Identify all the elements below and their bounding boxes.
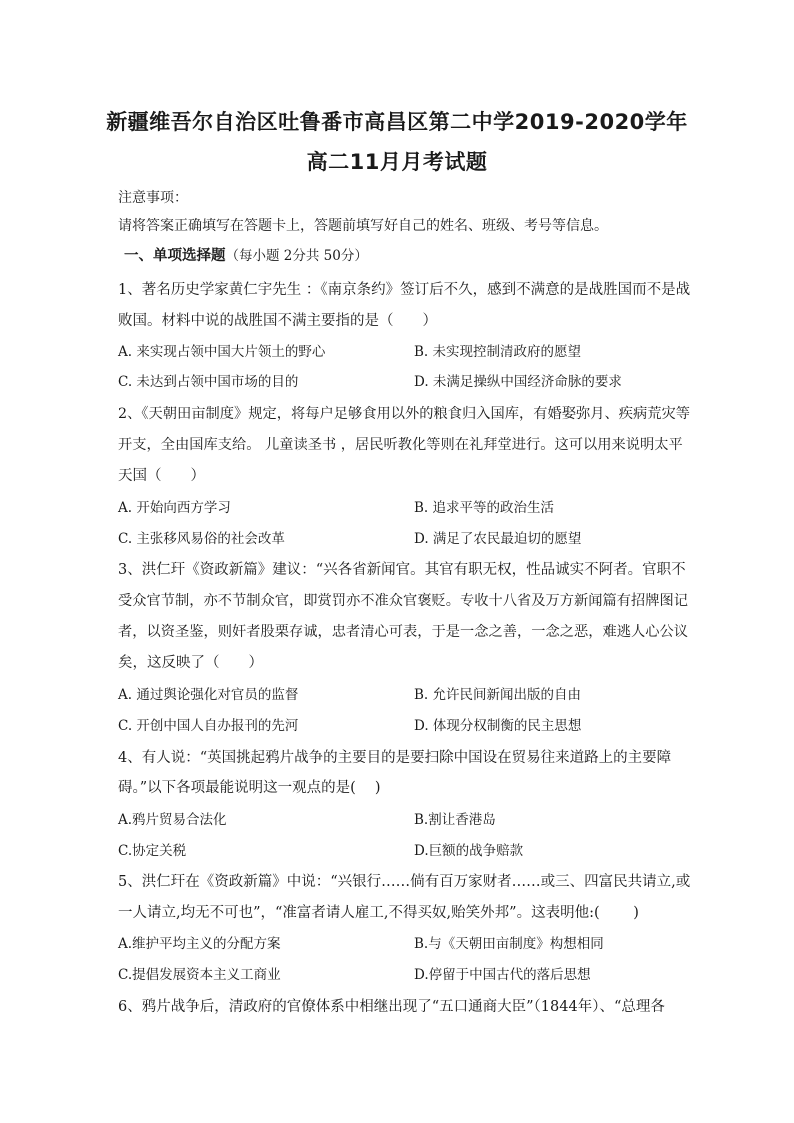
question-5-line-2: 一人请立,均无不可也”，“准富者请人雇工,不得买奴,贻笑外邦”。这表明他:( ): [118, 905, 639, 921]
question-5-option-b: B.与《天朝田亩制度》构想相同: [414, 936, 604, 952]
notice-text: 请将答案正确填写在答题卡上，答题前填写好自己的姓名、班级、考号等信息。: [118, 218, 608, 234]
question-3-line-2: 受众官节制，亦不节制众官，即赏罚亦不准众官褒贬。专收十八省及万方新闻篇有招牌图记: [118, 593, 689, 609]
question-2-option-d: D. 满足了农民最迫切的愿望: [414, 531, 582, 547]
question-5-option-d: D.停留于中国古代的落后思想: [414, 967, 591, 983]
question-3-line-1: 3、洪仁玕《资政新篇》建议：“兴各省新闻官。其官有职无权，性品诚实不阿者。官职不: [118, 562, 686, 578]
question-6-line-1: 6、鸦片战争后，清政府的官僚体系中相继出现了“五口通商大臣”（1844年）、“总理各: [118, 999, 665, 1015]
question-1-option-d: D. 未满足操纵中国经济命脉的要求: [414, 374, 622, 390]
section-note: （每小题 2分共 50分）: [225, 248, 368, 264]
question-2-line-3: 天国（ ）: [118, 468, 205, 484]
question-4-option-a: A.鸦片贸易合法化: [118, 812, 227, 828]
question-4-line-2: 碍。”以下各项最能说明这一观点的是( ): [118, 780, 381, 796]
question-3-line-4: 矣，这反映了（ ）: [118, 655, 263, 671]
question-2-line-1: 2、《天朝田亩制度》规定，将每户足够食用以外的粮食归入国库，有婚娶弥月、疾病荒灾等: [118, 406, 690, 422]
question-1-line-2: 败国。材料中说的战胜国不满主要指的是（ ）: [118, 313, 437, 329]
question-1-option-b: B. 未实现控制清政府的愿望: [414, 344, 582, 360]
question-2-option-c: C. 主张移风易俗的社会改革: [118, 531, 285, 547]
question-3-option-a: A. 通过舆论强化对官员的监督: [118, 687, 299, 703]
question-3-line-3: 者，以资圣鉴，则奸者股栗存诚，忠者清心可表，于是一念之善，一念之恶，难逃人心公议: [118, 624, 689, 640]
question-1-option-a: A. 来实现占领中国大片领土的野心: [118, 344, 326, 360]
question-2-line-2: 开支，全由国库支给。 儿童读圣书 ，居民听教化等则在礼拜堂进行。这可以用来说明太平: [118, 437, 683, 453]
question-4-option-b: B.割让香港岛: [414, 812, 496, 828]
exam-title-line2: 高二11月月考试题: [306, 150, 488, 174]
question-2-option-b: B. 追求平等的政治生活: [414, 500, 555, 516]
question-5-line-1: 5、洪仁玕在《资政新篇》中说：“兴银行……倘有百万家财者……或三、四富民共请立,或: [118, 874, 691, 890]
question-4-option-d: D.巨额的战争赔款: [414, 843, 524, 859]
question-5-option-c: C.提倡发展资本主义工商业: [118, 967, 281, 983]
question-3-option-b: B. 允许民间新闻出版的自由: [414, 687, 582, 703]
question-3-option-d: D. 体现分权制衡的民主思想: [414, 718, 582, 734]
question-1-line-1: 1、著名历史学家黄仁宇先生 ：《南京条约》签订后不久，感到不满意的是战胜国而不是战: [118, 282, 691, 298]
exam-title-line1: 新疆维吾尔自治区吐鲁番市高昌区第二中学2019-2020学年: [106, 110, 688, 134]
question-1-option-c: C. 未达到占领中国市场的目的: [118, 374, 299, 390]
question-3-option-c: C. 开创中国人自办报刊的先河: [118, 718, 299, 734]
notice-heading: 注意事项：: [118, 190, 188, 206]
question-5-option-a: A.维护平均主义的分配方案: [118, 936, 281, 952]
section-label: 一、单项选择题: [124, 248, 226, 264]
question-2-option-a: A. 开始向西方学习: [118, 500, 231, 516]
question-4-line-1: 4、有人说：“英国挑起鸦片战争的主要目的是要扫除中国设在贸易往来道路上的主要障: [118, 750, 672, 766]
section-heading: [124, 246, 368, 266]
question-4-option-c: C.协定关税: [118, 843, 187, 859]
